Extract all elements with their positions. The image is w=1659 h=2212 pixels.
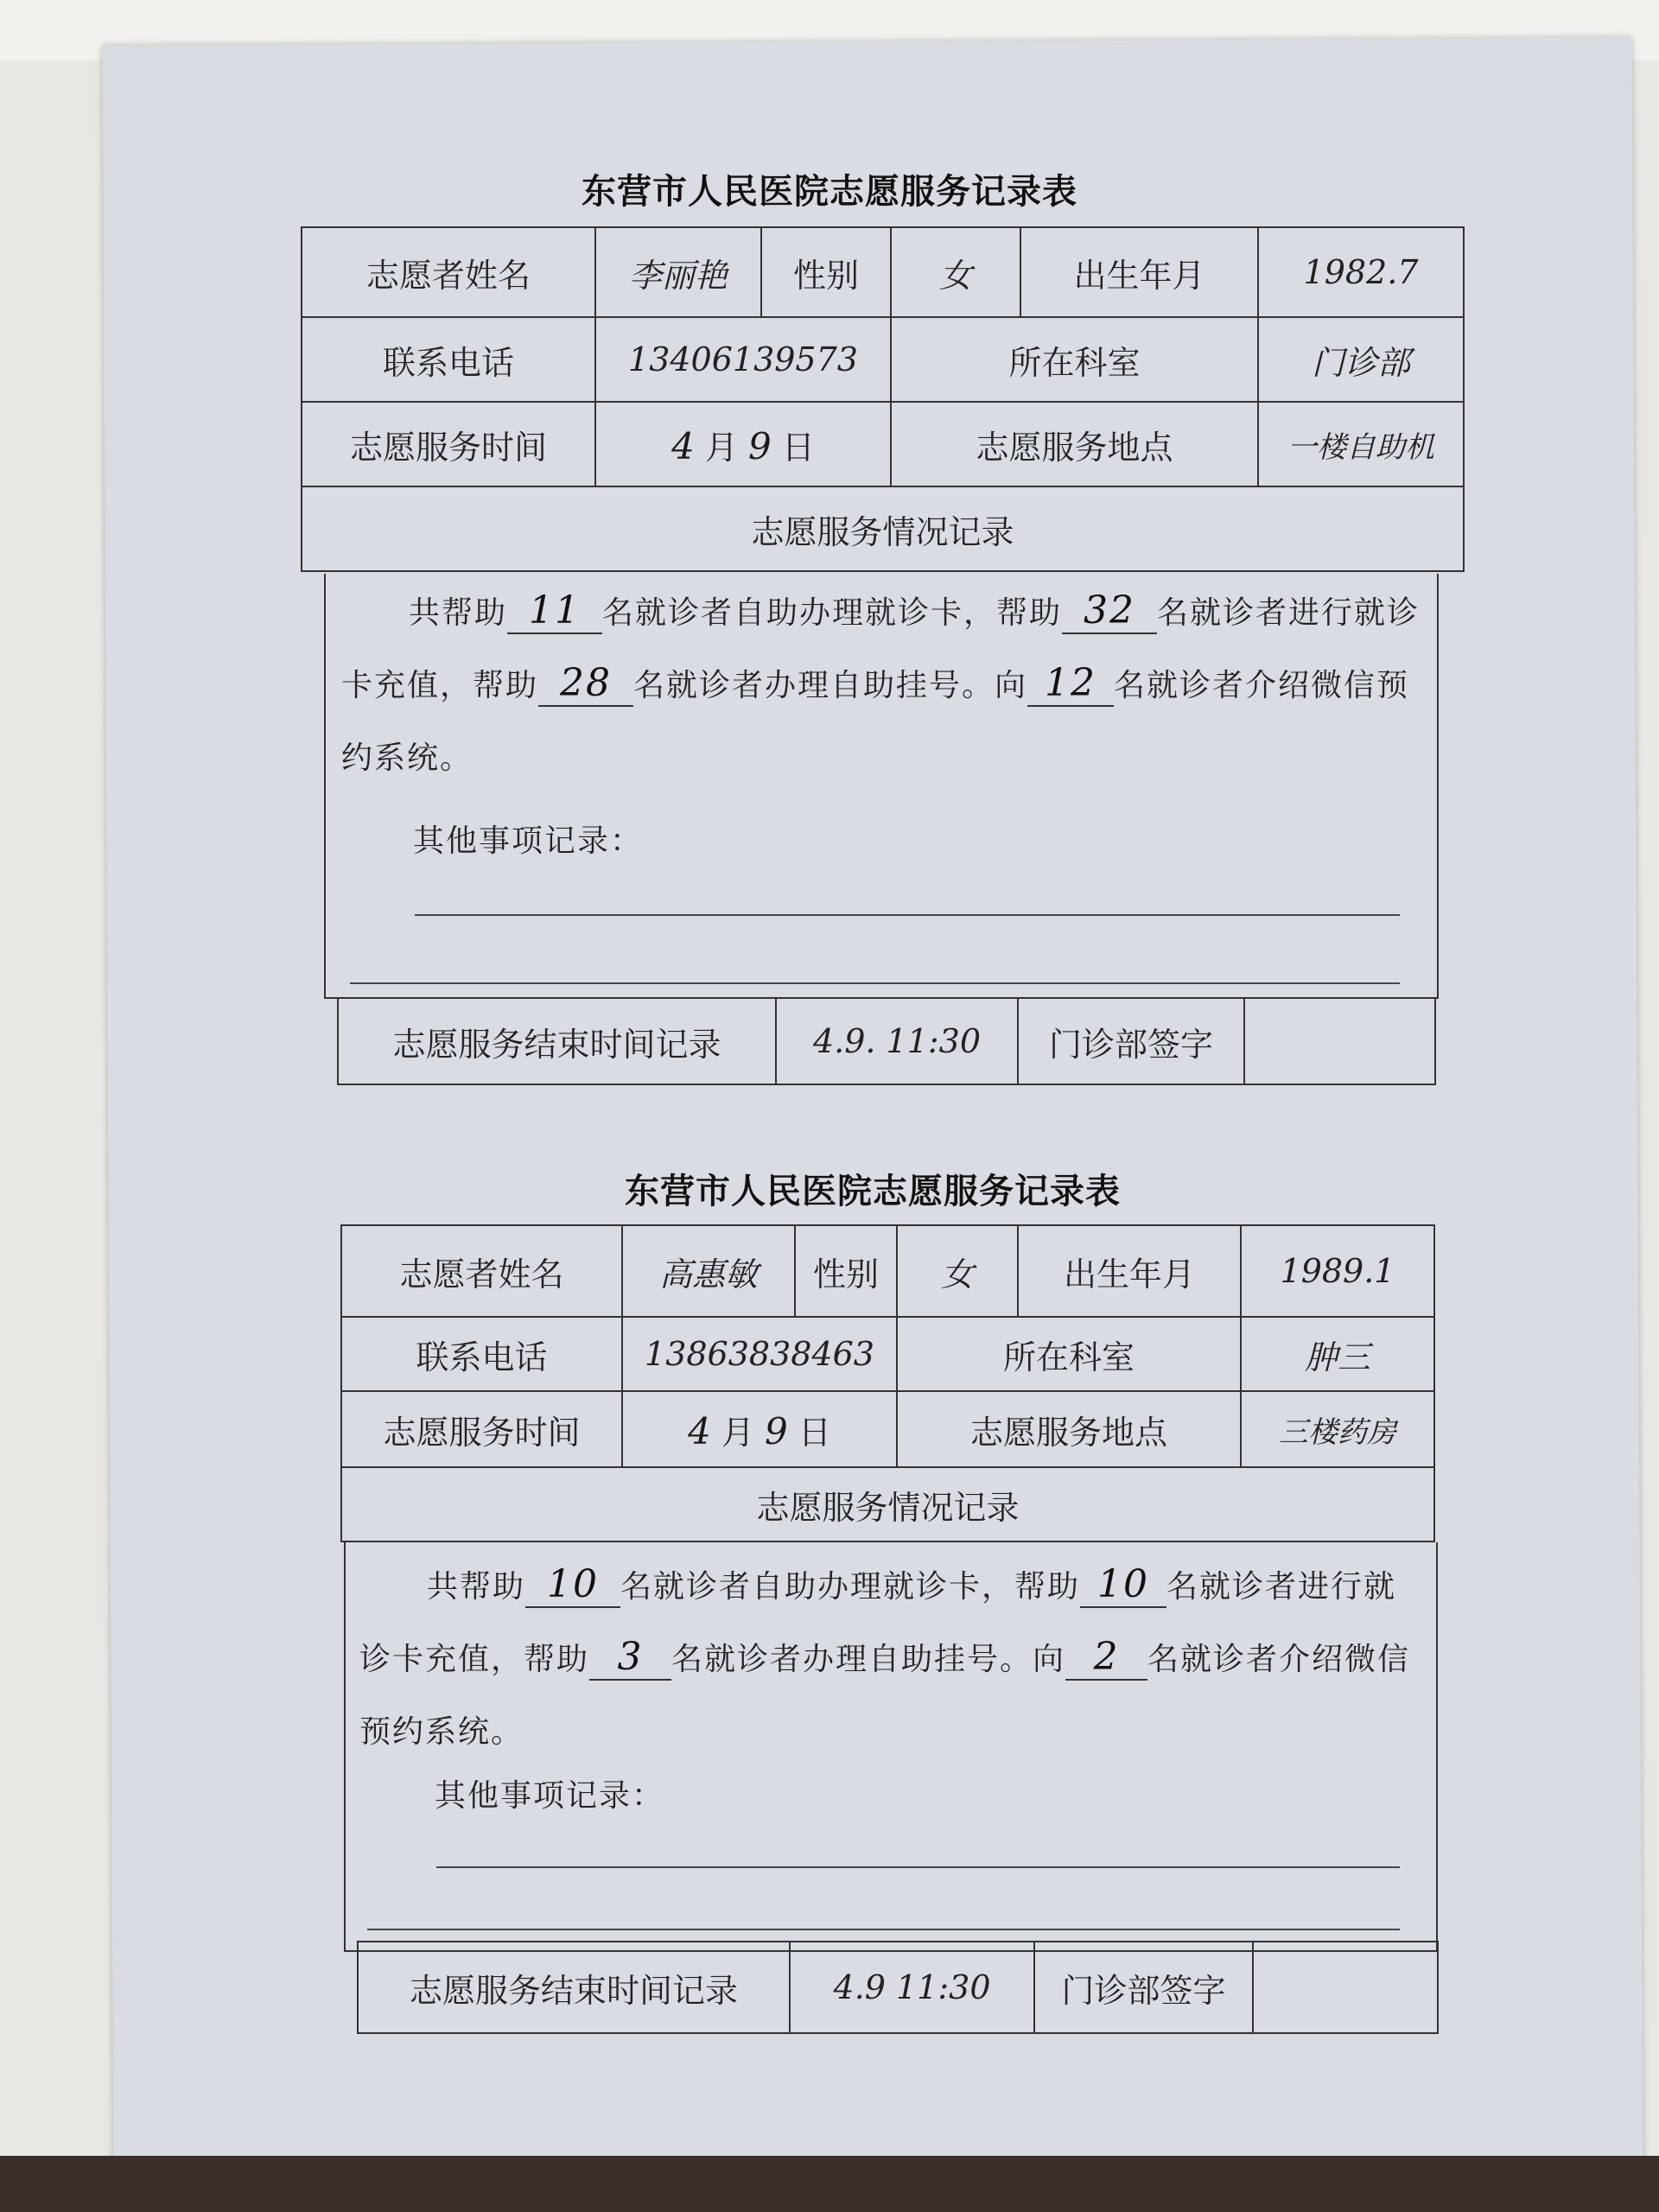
record-text-2: 名就诊者自助办理就诊卡，帮助 [620, 1569, 1081, 1605]
count-card-applications: 10 [525, 1563, 620, 1608]
record-text-1: 共帮助 [409, 595, 508, 631]
value-gender: 女 [891, 227, 1020, 317]
month-unit: 月 [721, 1413, 754, 1452]
value-dept: 门诊部 [1258, 317, 1464, 402]
value-time-day: 9 [748, 424, 772, 467]
value-birth: 1989.1 [1241, 1225, 1434, 1317]
day-unit: 日 [781, 428, 815, 467]
value-end-time: 4.9. 11:30 [776, 998, 1018, 1084]
label-gender: 性别 [795, 1225, 897, 1317]
record-text-4: 名就诊者办理自助挂号。向 [633, 668, 1028, 703]
label-place: 志愿服务地点 [891, 402, 1258, 486]
notes-line-2 [367, 1929, 1400, 1930]
label-place: 志愿服务地点 [897, 1391, 1241, 1467]
label-time: 志愿服务时间 [302, 402, 595, 486]
record-text-5: 名就诊者介绍微信预约系统。 [341, 668, 1410, 776]
record-text-3: 名就诊者进行就诊卡充值，帮助 [341, 595, 1421, 703]
value-place: 三楼药房 [1241, 1391, 1434, 1467]
label-name: 志愿者姓名 [341, 1225, 622, 1317]
label-dept: 所在科室 [897, 1317, 1241, 1391]
value-gender: 女 [897, 1225, 1018, 1317]
label-phone: 联系电话 [341, 1317, 622, 1391]
value-phone: 13863838463 [622, 1317, 897, 1391]
info-table [340, 1224, 1435, 1542]
value-dept: 肿三 [1241, 1317, 1434, 1391]
label-phone: 联系电话 [302, 317, 595, 402]
count-wechat-intro: 12 [1027, 662, 1114, 707]
record-text-4: 名就诊者办理自助挂号。向 [671, 1642, 1066, 1677]
record-text-1: 共帮助 [427, 1569, 526, 1605]
count-self-registration: 3 [589, 1636, 671, 1681]
record-header: 志愿服务情况记录 [341, 1467, 1434, 1541]
label-end-time: 志愿服务结束时间记录 [338, 998, 776, 1084]
other-notes-label: 其他事项记录： [435, 1778, 665, 1814]
record-header: 志愿服务情况记录 [302, 486, 1464, 571]
count-card-recharge: 32 [1062, 589, 1157, 634]
label-birth: 出生年月 [1018, 1225, 1241, 1317]
value-time-day: 9 [765, 1409, 788, 1452]
value-name: 高惠敏 [622, 1225, 795, 1317]
label-dept: 所在科室 [891, 317, 1258, 402]
record-text-2: 名就诊者自助办理就诊卡，帮助 [602, 595, 1063, 631]
value-time [622, 1391, 897, 1467]
value-name: 李丽艳 [595, 227, 761, 317]
count-self-registration: 28 [538, 662, 633, 707]
label-name: 志愿者姓名 [302, 227, 595, 317]
count-card-recharge: 10 [1080, 1563, 1166, 1608]
record-paragraph [359, 1551, 1422, 1769]
record-text-5: 名就诊者介绍微信预约系统。 [359, 1642, 1411, 1750]
record-text-3: 名就诊者进行就诊卡充值，帮助 [359, 1569, 1397, 1677]
form-title: 东营市人民医院志愿服务记录表 [625, 1171, 1121, 1211]
notes-line-1 [436, 1866, 1400, 1868]
value-time-month: 4 [688, 1409, 711, 1452]
label-time: 志愿服务时间 [341, 1391, 622, 1467]
value-sign [1253, 1942, 1438, 2033]
label-sign: 门诊部签字 [1034, 1942, 1253, 2033]
count-card-applications: 11 [507, 589, 602, 634]
label-end-time: 志愿服务结束时间记录 [358, 1942, 790, 2033]
month-unit: 月 [704, 428, 738, 467]
label-sign: 门诊部签字 [1018, 998, 1244, 1084]
label-gender: 性别 [761, 227, 891, 317]
value-birth: 1982.7 [1258, 227, 1464, 317]
value-phone: 13406139573 [595, 317, 891, 402]
count-wechat-intro: 2 [1065, 1636, 1147, 1681]
day-unit: 日 [798, 1413, 831, 1452]
form-title: 东营市人民医院志愿服务记录表 [582, 171, 1077, 212]
value-place: 一楼自助机 [1258, 402, 1464, 486]
value-end-time: 4.9 11:30 [790, 1942, 1034, 2033]
value-time-month: 4 [671, 424, 695, 467]
label-birth: 出生年月 [1020, 227, 1258, 317]
end-time-table [357, 1941, 1439, 2034]
other-notes-label: 其他事项记录： [413, 823, 644, 859]
